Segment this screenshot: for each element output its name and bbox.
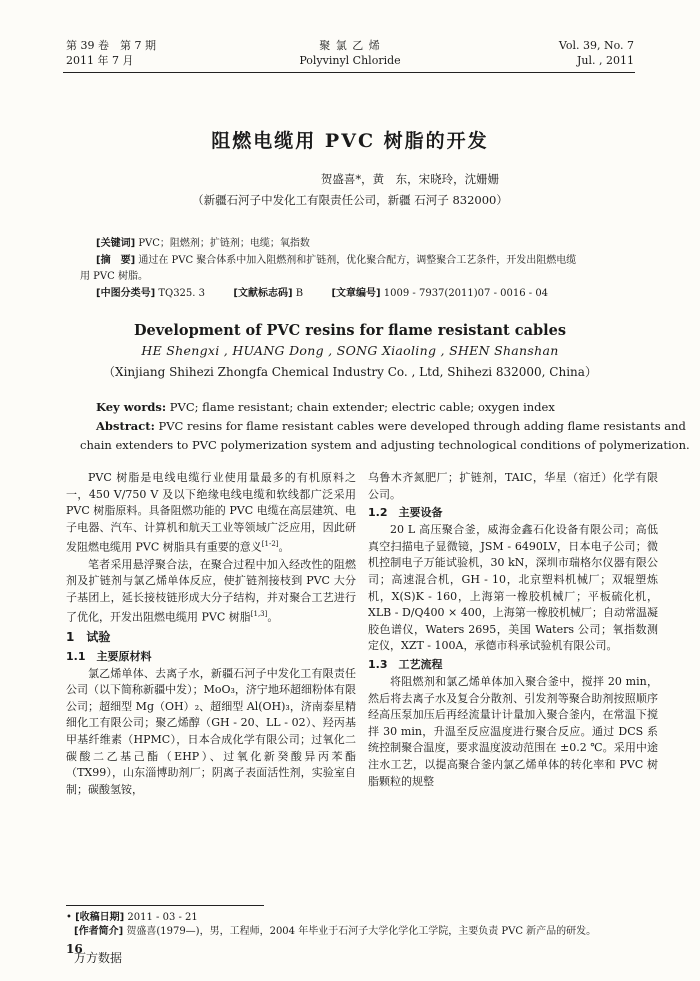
article-number-label: [文章编号]: [331, 288, 381, 299]
clc-label: [中图分类号]: [96, 288, 156, 299]
section-1-heading: 1 试验: [66, 629, 111, 644]
abstract-cn-label: [摘 要]: [96, 255, 136, 266]
process-paragraph: 将阻燃剂和氯乙烯单体加入聚合釜中，搅拌 20 min，然后将去离子水及复合分散剂、引发剂等聚合助剂按照顺序经高压泵加压后再经流量计计量加入聚合釜内，在常温下搅拌 30 min，升温至反应温度进行聚合反应。通过 DCS 系统控制聚合温度，要求温度波动范围在 ±0.2 ℃。采用中途注水工艺，以提高聚合釜内氯乙烯单体的转化率和 PVC 树脂颗粒的规整: [368, 674, 658, 788]
left-column: [66, 470, 356, 798]
doc-code-label: [文献标志码]: [233, 288, 293, 299]
watermark: 万方数据: [74, 951, 123, 965]
doc-code-value: B: [295, 288, 304, 299]
abstract-en-text1: PVC resins for flame resistant cables were developed through adding flame resistants and: [154, 419, 686, 433]
citation-1: [1-2]: [261, 540, 279, 549]
page-number: 16: [66, 942, 83, 956]
title-cn: 阻燃电缆用 PVC 树脂的开发: [211, 130, 489, 152]
right-column: [368, 470, 658, 790]
abstract-cn-text1: 通过在 PVC 聚合体系中加入阻燃剂和扩链剂，优化聚合配方，调整聚合工艺条件，开发出阻燃电缆: [138, 255, 577, 266]
keywords-en-text: PVC; flame resistant; chain extender; electric cable; oxygen index: [166, 400, 555, 414]
author-bio: [作者简介] 贺盛喜(1979—)，男，工程师，2004 年毕业于石河子大学化学化工学院，主要负责 PVC 新产品的研发。: [74, 926, 597, 937]
title-en: Development of PVC resins for flame resistant cables: [133, 322, 567, 339]
abstract-en-line2: chain extenders to PVC polymerization system and adjusting technological conditions of polymerization.: [80, 438, 690, 452]
section-1-2-heading: 1.2 主要设备: [368, 506, 443, 520]
keywords-en: [96, 400, 555, 414]
article-number-value: 1009 - 7937(2011)07 - 0016 - 04: [383, 288, 549, 299]
header-date-en: Jul. , 2011: [577, 54, 634, 67]
authors-en: HE Shengxi , HUANG Dong , SONG Xiaoling , SHEN Shanshan: [141, 343, 559, 358]
keywords-cn-text: PVC；阻燃剂；扩链剂；电缆；氧指数: [138, 238, 310, 249]
footnotes: [66, 911, 646, 939]
equipment-paragraph: 20 L 高压聚合釜，威海金鑫石化设备有限公司；高低真空扫描电子显微镜，JSM - 6490LV，日本电子公司；微机控制电子万能试验机，30 kN，深圳市瑞格尔仪器有限公司；高速混合机，GH - 10，北京塑料机械厂；双辊塑炼机，X(S)K - 160，上海第一橡胶机械厂；平板硫化机，XLB - D/Q400 × 400，上海第一橡胶机械厂；自动常温凝胶色谱仪，Waters 2695，美国 Waters 公司；氧指数测定仪，XZT - 100A，承德市科承试验机有限公司。: [368, 523, 658, 653]
keywords-en-label: Key words:: [96, 400, 167, 414]
abstract-cn-line2: 用 PVC 树脂。: [80, 271, 148, 282]
abstract-en-label: Abstract:: [96, 419, 155, 433]
intro-paragraph-1: PVC 树脂是电线电缆行业使用量最多的有机原料之一，450 V/750 V 及以下绝缘电线电缆和软线都广泛采用 PVC 树脂原料。具备阻燃功能的 PVC 电缆在高层建筑、电子电器、汽车、计算机和航天工业等领域广泛应用，因此研发阻燃电缆用 PVC 树脂具有重要的意义[1-2]。: [66, 471, 356, 555]
header-date-cn: 2011 年 7 月: [66, 54, 134, 67]
keywords-cn: [96, 235, 636, 252]
header-journal-cn: 聚 氯 乙 烯: [319, 39, 381, 52]
abstract-en-line1: [96, 419, 686, 433]
materials-paragraph: 氯乙烯单体、去离子水，新疆石河子中发化工有限责任公司（以下简称新疆中发）；MoO₃，济宁地环超细粉体有限公司；超细型 Mg（OH）₂、超细型 Al(OH)₃，济南泰星精细化工有限公司；聚乙烯醇（GH - 20、LL - 02）、羟丙基甲基纤维素（HPMC），日本合成化学有限公司；过氧化二碳酸二乙基己酯（EHP）、过氧化新癸酸异丙苯酯（TX99），山东淄博助剂厂；阴离子表面活性剂，实验室自制；碳酸氢铵，: [66, 666, 356, 796]
header-volume-cn: 第 39 卷 第 7 期: [66, 39, 156, 52]
affiliation-en: （Xinjiang Shihezi Zhongfa Chemical Industry Co. , Ltd, Shihezi 832000, China）: [103, 365, 597, 379]
materials-continuation: 乌鲁木齐氮肥厂；扩链剂，TAIC，华星（宿迁）化学有限公司。: [368, 471, 658, 501]
authors-cn: 贺盛喜*，黄 东，宋晓玲，沈姗姗: [320, 172, 500, 186]
classification-line: [96, 285, 548, 302]
header-rule: [63, 72, 635, 73]
received-date: • [收稿日期] 2011 - 03 - 21: [66, 912, 198, 923]
citation-2: [1,3]: [250, 610, 268, 619]
affiliation-cn: （新疆石河子中发化工有限责任公司，新疆 石河子 832000）: [192, 193, 508, 207]
section-1-3-heading: 1.3 工艺流程: [368, 657, 443, 671]
section-1-1-heading: 1.1 主要原材料: [66, 649, 152, 663]
header-volume-en: Vol. 39, No. 7: [558, 39, 634, 52]
footnote-rule: [66, 905, 264, 906]
abstract-cn-line1: [96, 252, 656, 269]
clc-value: TQ325. 3: [158, 288, 206, 299]
keywords-cn-label: [关键词]: [96, 238, 136, 249]
header-journal-en: Polyvinyl Chloride: [299, 54, 401, 67]
intro-paragraph-2: 笔者采用悬浮聚合法，在聚合过程中加入经改性的阻燃剂及扩链剂与氯乙烯单体反应，使扩链剂接枝到 PVC 大分子基团上，延长接枝链形成大分子结构，并对聚合工艺进行了优化，开发出阻燃电缆用 PVC 树脂[1,3]。: [66, 557, 356, 625]
